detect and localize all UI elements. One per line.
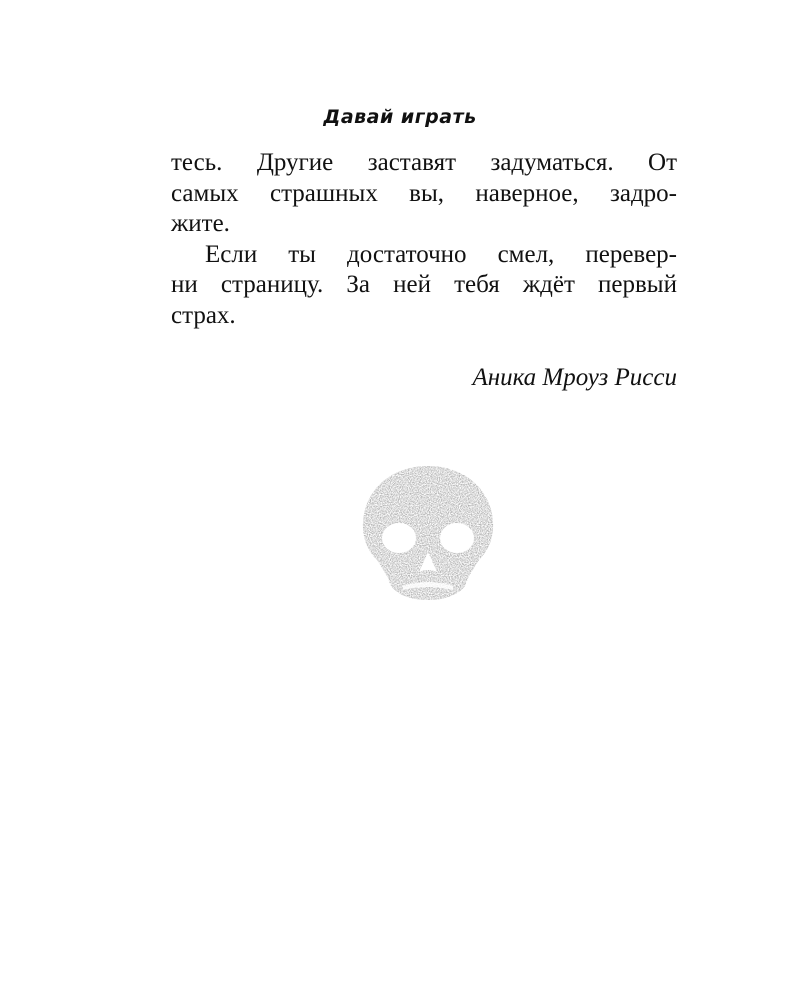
text-line: ни страницу. За ней тебя ждёт первый <box>171 271 677 298</box>
paragraph <box>171 240 677 332</box>
body-text <box>171 148 677 331</box>
running-head-title: Давай играть <box>323 106 477 128</box>
text-line: страх. <box>171 301 236 329</box>
text-line: самых страшных вы, наверное, задро- <box>171 179 677 207</box>
skull-icon <box>355 460 501 606</box>
paragraph <box>171 148 677 240</box>
text-line: тесь. Другие заставят задуматься. От <box>171 149 677 176</box>
author-signature: Аника Мроуз Рисси <box>472 364 677 391</box>
text-line: Если ты достаточно смел, перевер- <box>205 240 677 268</box>
text-line: жите. <box>171 210 230 237</box>
